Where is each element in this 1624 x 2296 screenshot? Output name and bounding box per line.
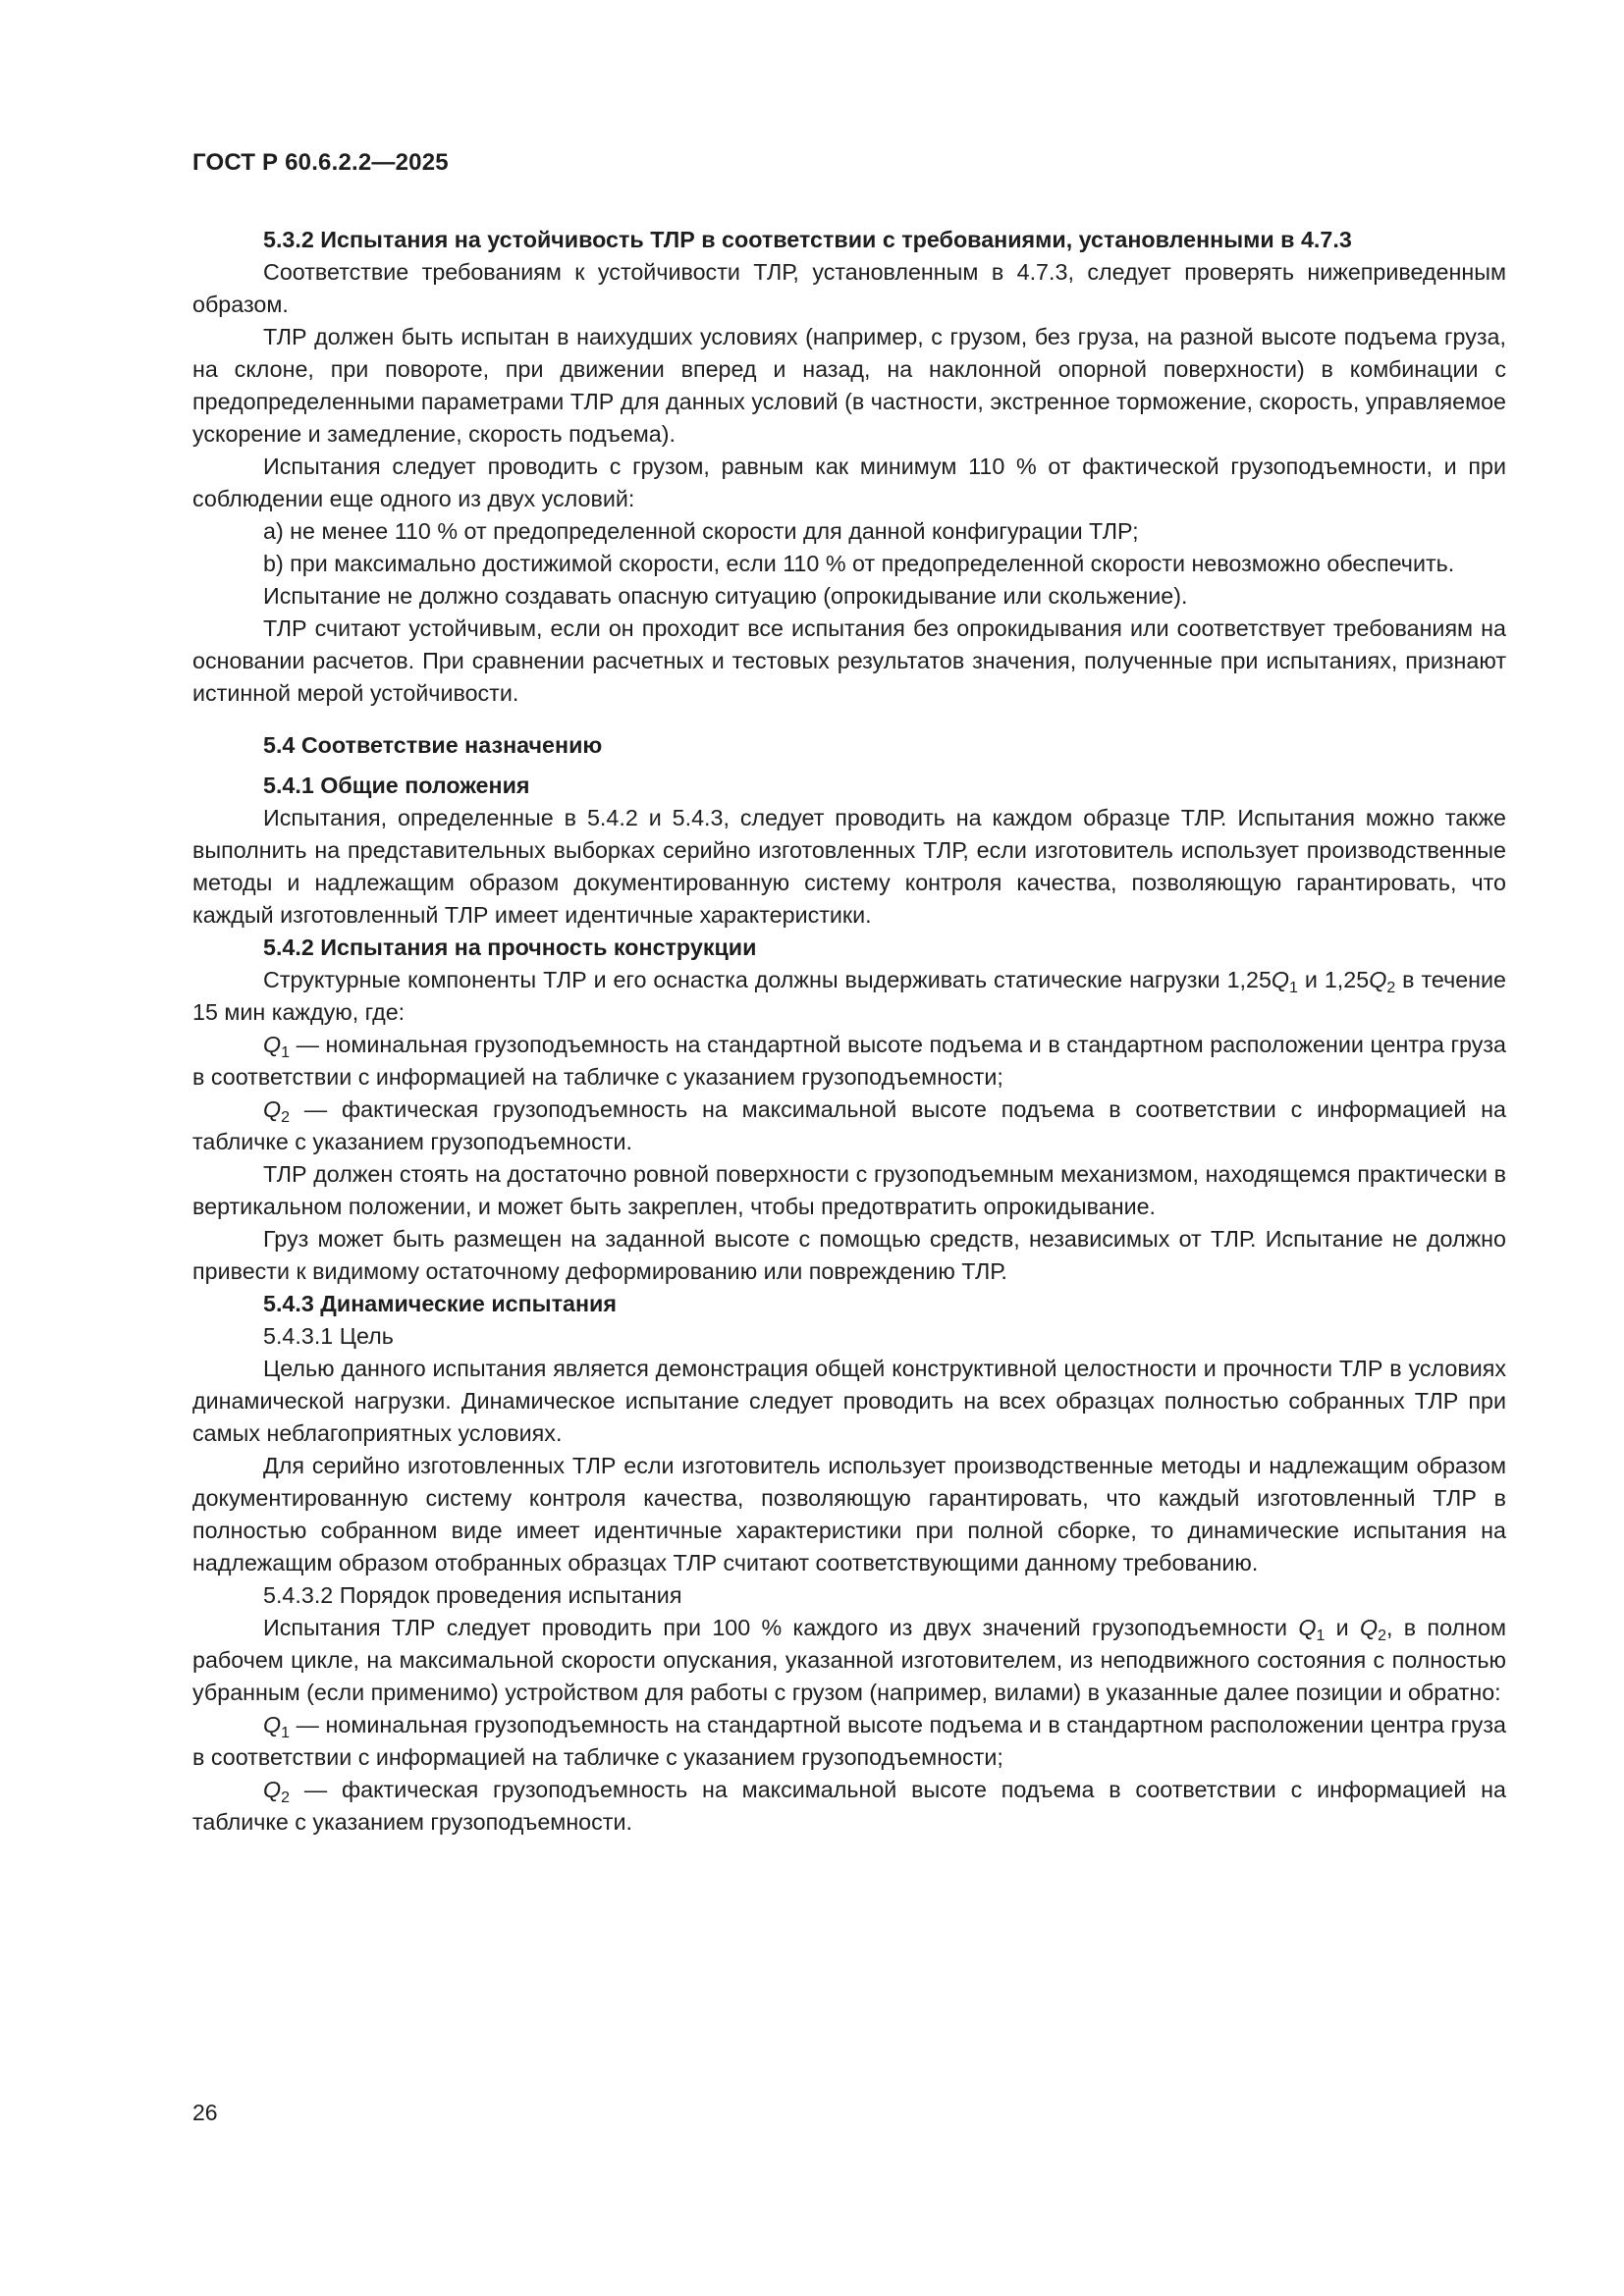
document-id: ГОСТ Р 60.6.2.2—2025	[192, 149, 449, 176]
paragraph-static-loads: Структурные компоненты ТЛР и его оснастка должны выдерживать статические нагрузки $1,25Q_1$ и $1,25Q_2$ в течение 15 мин каждую, где:	[192, 967, 1506, 1025]
symbol-q: Q	[263, 1096, 282, 1122]
symbol-q: Q	[1271, 967, 1290, 992]
paragraph: Испытания, определенные в 5.4.2 и 5.4.3, следует проводить на каждом образце ТЛР. Испытания можно также выполнить на представительных выборках серийно изготовленных ТЛР, если изготовитель использует производственные методы и надлежащим образом документированную систему контроля качества, позволяющую гарантировать, что каждый изготовленный ТЛР имеет идентичные характеристики.	[192, 805, 1506, 928]
definition-q2: $Q_2$ — фактическая грузоподъемность на максимальной высоте подъема в соответствии с информацией на табличке с указанием грузоподъемности.	[192, 1777, 1506, 1835]
paragraph-test-procedure: Испытания ТЛР следует проводить при 100 % каждого из двух значений грузоподъемности $Q_1$ и $Q_2$, в полном рабочем цикле, на максимальной скорости опускания, указанной изготовителем, из неподвижного состояния с полностью убранным (если применимо) устройством для работы с грузом (например, вилами) в указанные далее позиции и обратно:	[192, 1615, 1506, 1705]
symbol-q: Q	[263, 1712, 282, 1737]
symbol-q: Q	[1359, 1615, 1379, 1640]
section-heading-5-3-2: 5.3.2 Испытания на устойчивость ТЛР в соответствии с требованиями, установленными в 4.7.3	[263, 227, 1352, 252]
definition-q1: $Q_1$ — номинальная грузоподъемность на стандартной высоте подъема и в стандартном расположении центра груза в соответствии с информацией на табличке с указанием грузоподъемности;	[192, 1032, 1506, 1090]
page-content	[192, 224, 1506, 1839]
symbol-q: Q	[263, 1032, 282, 1057]
subsection-heading-5-4-3-2: 5.4.3.2 Порядок проведения испытания	[263, 1582, 682, 1608]
paragraph: Испытания следует проводить с грузом, равным как минимум 110 % от фактической грузоподъемности, и при соблюдении еще одного из двух условий:	[192, 454, 1506, 511]
paragraph: Испытание не должно создавать опасную ситуацию (опрокидывание или скольжение).	[263, 583, 1188, 609]
paragraph: Целью данного испытания является демонстрация общей конструктивной целостности и прочности ТЛР в условиях динамической нагрузки. Динамическое испытание следует проводить на всех образцах полностью собранных ТЛР при самых неблагоприятных условиях.	[192, 1356, 1506, 1446]
symbol-q: Q	[263, 1777, 282, 1802]
section-heading-5-4-3: 5.4.3 Динамические испытания	[263, 1291, 617, 1316]
symbol-q: Q	[1298, 1615, 1317, 1640]
paragraph: ТЛР должен быть испытан в наихудших условиях (например, с грузом, без груза, на разной высоте подъема груза, на склоне, при повороте, при движении вперед и назад, на наклонной опорной поверхности) в комбинации с предопределенными параметрами ТЛР для данных условий (в частности, экстренное торможение, скорость, управляемое ускорение и замедление, скорость подъема).	[192, 324, 1506, 447]
definition-q1: $Q_1$ — номинальная грузоподъемность на стандартной высоте подъема и в стандартном расположении центра груза в соответствии с информацией на табличке с указанием грузоподъемности;	[192, 1712, 1506, 1770]
paragraph: Соответствие требованиям к устойчивости ТЛР, установленным в 4.7.3, следует проверять нижеприведенным образом.	[192, 259, 1506, 317]
paragraph: ТЛР должен стоять на достаточно ровной поверхности с грузоподъемным механизмом, находящемся практически в вертикальном положении, и может быть закреплен, чтобы предотвратить опрокидывание.	[192, 1161, 1506, 1219]
section-heading-5-4: 5.4 Соответствие назначению	[263, 732, 603, 758]
paragraph: ТЛР считают устойчивым, если он проходит все испытания без опрокидывания или соответствует требованиям на основании расчетов. При сравнении расчетных и тестовых результатов значения, полученные при испытаниях, признают истинной мерой устойчивости.	[192, 615, 1506, 706]
paragraph: Груз может быть размещен на заданной высоте с помощью средств, независимых от ТЛР. Испытание не должно привести к видимому остаточному деформированию или повреждению ТЛР.	[192, 1226, 1506, 1284]
subsection-heading-5-4-3-1: 5.4.3.1 Цель	[263, 1323, 394, 1349]
symbol-q: Q	[1369, 967, 1387, 992]
list-item-a: a) не менее 110 % от предопределенной скорости для данной конфигурации ТЛР;	[263, 518, 1139, 544]
list-item-b: b) при максимально достижимой скорости, если 110 % от предопределенной скорости невозможно обеспечить.	[263, 551, 1455, 576]
page-number: 26	[192, 2100, 218, 2125]
section-heading-5-4-1: 5.4.1 Общие положения	[263, 773, 530, 798]
definition-q2: $Q_2$ — фактическая грузоподъемность на максимальной высоте подъема в соответствии с информацией на табличке с указанием грузоподъемности.	[192, 1096, 1506, 1154]
section-heading-5-4-2: 5.4.2 Испытания на прочность конструкции	[263, 934, 757, 960]
paragraph: Для серийно изготовленных ТЛР если изготовитель использует производственные методы и надлежащим образом документированную систему контроля качества, позволяющую гарантировать, что каждый изготовленный ТЛР в полностью собранном виде имеет идентичные характеристики при полной сборке, то динамические испытания на надлежащим образом отобранных образцах ТЛР считают соответствующими данному требованию.	[192, 1453, 1506, 1575]
